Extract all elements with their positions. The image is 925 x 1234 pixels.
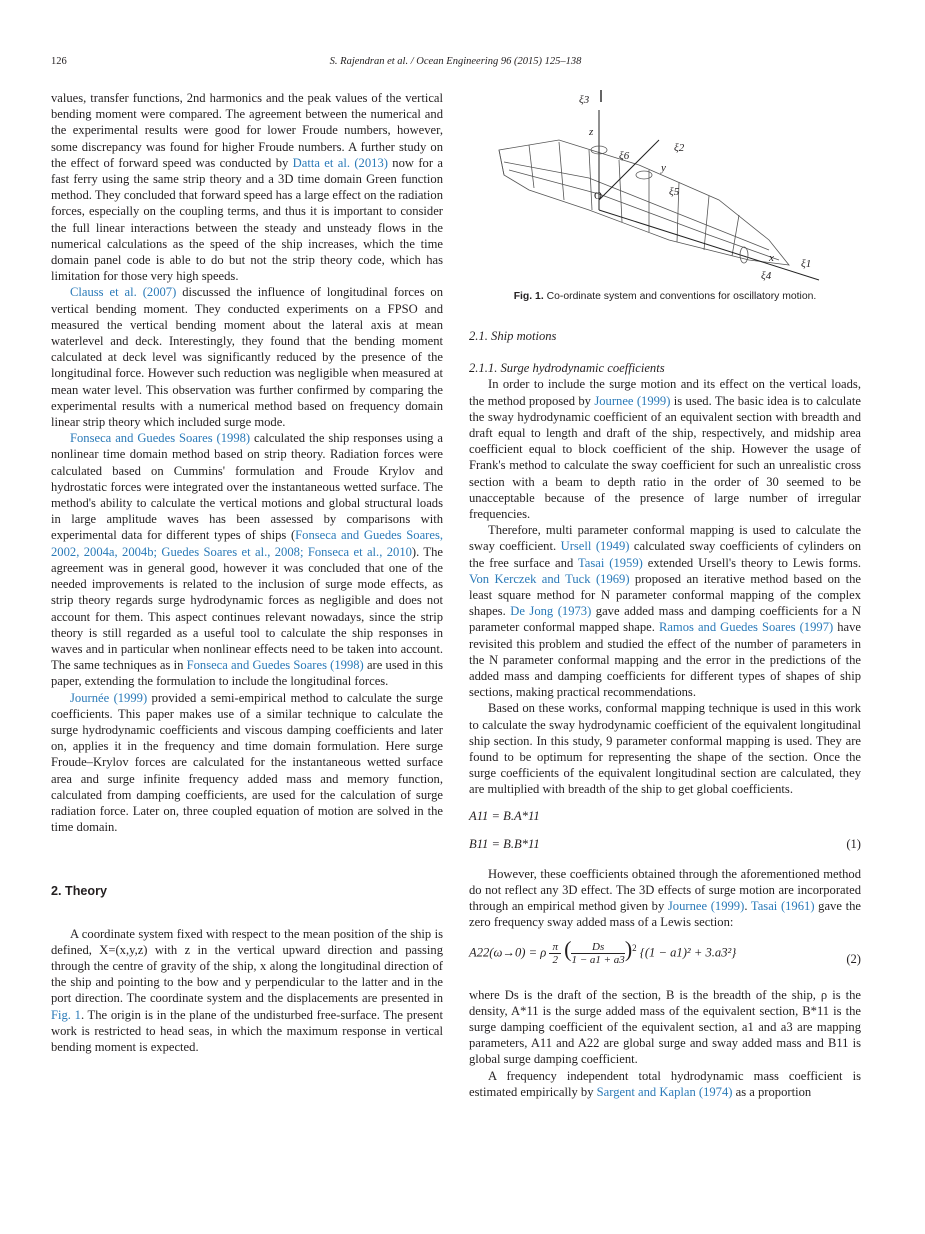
paragraph-1: values, transfer functions, 2nd harmonics and the peak values of the vertical bending moment were compared. The agreement between the numerical and the experimental results were good for lower Froude numbers, however, some discrepancy was found for higher Froude numbers. A further study on the effect of forward speed was conducted by Datta et al. (2013) now for a fast ferry using the same strip theory and a 3D time domain Green function method. They concluded that forward speed has a large effect on the radiation forces, especially on the coupling terms, and thus it is important to consider the full linear interactions between the steady and unsteady flows in the numerical calculations as the speed of the ship increases, which the time domain panel code is able to do but not the strip theory code, which has limitation for those very high speeds. <box>51 91 444 284</box>
equation-number: (1) <box>846 836 861 851</box>
citation-link[interactable]: Fonseca and Guedes Soares (1998) <box>70 431 251 446</box>
paragraph-7: Therefore, multi parameter conformal mapping is used to calculate the sway coefficient. Ursell (1949) calculated sway coefficients of cylinders on the free surface and Tasai (1959) extended Ursell's theory to Lewis forms. Von Kerczek and Tuck (1969) proposed an iterative method based on the least square method for N parameter conformal mapping of the complex shapes. De Jong (1973) gave added mass and damping coefficients for a N parameter conformal mapped shape. Ramos and Guedes Soares (1997) have revisited this problem and studied the effect of the number of parameters in the N parameter conformal mapping and the error in the predictions of the added mass and damping coefficients for different types of shapes of ship sections, making practical recommendations. <box>469 523 862 700</box>
citation-link[interactable]: Tasai (1961) <box>750 899 815 914</box>
page-header <box>51 56 860 72</box>
paragraph-5: A coordinate system fixed with respect to the mean position of the ship is defined, X=(x,y,z) with z in the vertical upward direction and passing through the centre of gravity of the ship, x along the longitudinal direction of the ship and pointing to the bow and y perpendicular to the latter and in the port direction. The coordinate system and the displacements are presented in Fig. 1. The origin is in the plane of the undisturbed free-surface. The present work is restricted to head seas, in which the maximum response in vertical bending moment is expected. <box>51 926 443 1054</box>
figure-link[interactable]: Fig. 1 <box>51 1007 81 1022</box>
paragraph-4: Journée (1999) provided a semi-empirical method to calculate the surge coefficients. This paper makes use of a similar technique to calculate the surge hydrodynamic coefficients and viscous damping coefficients and later on, applies it in the frequency and time domain formulation. Here surge Froude–Krylov forces are calculated for the instantaneous wetted surface area and surge infinite frequency added mass and memory function, calculated from damping coefficients, are used for the calculation of surge radiation force. Later on, three coupled equation of motion are solved in the time domain. <box>51 690 444 835</box>
paragraph-3: Fonseca and Guedes Soares (1998) calculated the ship responses using a nonlinear time domain method based on strip theory. Radiation forces were calculated based on Cummins' formulation and Froude Krylov and hydrostatic forces were integrated over the instantaneous wetted surface. The method's ability to calculate the vertical motions and global structural loads in large amplitude waves has been assessed by comparisons with experimental data for different types of ships (Fonseca and Guedes Soares, 2002, 2004a, 2004b; Guedes Soares et al., 2008; Fonseca et al., 2010). The agreement was in general good, however it was concluded that one of the needed improvements is related to the inclusion of surge mode effects, as strip theory regards surge hydrodynamic forces as negligible and does not account for them. This aspect continues relevant nowadays, since the strip theory is still regarded as a useful tool to calculate the ship responses in waves and in particular when nonlinear effects need to be taken into account. The same techniques as in Fonseca and Guedes Soares (1998) are used in this paper, extending the formulation to include the longitudinal forces. <box>51 431 444 689</box>
paragraph-9: However, these coefficients obtained through the aforementioned method do not reflect any 3D effect. The 3D effects of surge motion are incorporated through an empirical method given by Journee (1999). Tasai (1961) gave the zero frequency sway added mass of a Lewis section: <box>469 866 861 930</box>
subsection-heading: 2.1. Ship motions <box>469 329 557 343</box>
paragraph-8: Based on these works, conformal mapping technique is used in this work to calculate the sway hydrodynamic coefficient of the equivalent longitudinal ship section. In this study, 9 parameter conformal mapping is used. They are found to be optimum for representing the shape of the section. Once the surge coefficients of the equivalent longitudinal section are calculated, they are multiplied with breadth of the ship to get global coefficients. <box>469 701 861 797</box>
axis-label-x: x <box>769 252 774 264</box>
left-column <box>51 90 443 1055</box>
citation-link[interactable]: Journee (1999) <box>594 393 671 408</box>
equation-1-line-1: A11 = B.A*11 <box>469 808 540 823</box>
ship-coordinate-diagram <box>489 90 829 290</box>
equation-2: A22(ω→0) = ρ $\frac{\pi}{2}$ ( $\frac{Ds}{1 - a1 + a3}$ )$^2$ {(1 − a1)² + 3.a3²} (2) <box>469 935 861 966</box>
citation-link[interactable]: Ramos and Guedes Soares (1997) <box>658 620 834 635</box>
paragraph-11: A frequency independent total hydrodynamic mass coefficient is estimated empirically by Sargent and Kaplan (1974) as a proportion <box>469 1068 861 1099</box>
citation-link[interactable]: Ursell (1949) <box>560 539 630 554</box>
paragraph-2: Clauss et al. (2007) discussed the influence of longitudinal forces on vertical bending moment. They conducted experiments on a FPSO and measured the vertical bending moment about the lateral axis at mean waterlevel and deck. Interestingly, they found that the bending moment calculated at deck level was significantly reduced by the presence of the longitudinal force. However such reduction was negligible when measured at mean water level. This observation was further confirmed by comparing the experimental results with a numerical method based on frequency domain linear strip theory which included surge mode. <box>51 285 444 430</box>
axis-label-xi1: ξ1 <box>801 258 812 270</box>
axis-label-xi4: ξ4 <box>761 270 772 282</box>
axis-label-xi5: ξ5 <box>669 186 680 198</box>
axis-label-xi6: ξ6 <box>619 150 630 162</box>
citation-link[interactable]: Journée (1999) <box>70 690 148 705</box>
section-heading: 2. Theory <box>51 884 107 899</box>
figure-caption: Fig. 1. Co-ordinate system and conventions for oscillatory motion. <box>513 291 817 302</box>
paragraph-6: In order to include the surge motion and its effect on the vertical loads, the method proposed by Journee (1999) is used. The basic idea is to calculate the sway hydrodynamic coefficient of an equivalent section with breadth and draft equal to length and draft of the ship, respectively, and midship area coefficient equal to block coefficient of the ship. However the usage of Frank's method to calculate the sway coefficient for such an unrealistic cross section with a beam to depth ratio in the order of 30 seemed to be unacceptable because of the presence of large number of irregular frequencies. <box>469 377 861 522</box>
citation-link[interactable]: Fonseca and Guedes Soares (1998) <box>186 658 364 673</box>
citation-link[interactable]: Von Kerczek and Tuck (1969) <box>469 571 630 586</box>
axis-label-y: y <box>661 162 666 174</box>
axis-label-z: z <box>589 126 594 138</box>
equation-number: (2) <box>846 951 861 966</box>
figure-1 <box>469 90 861 290</box>
citation-link[interactable]: Tasai (1959) <box>577 555 643 570</box>
axis-label-xi3: ξ3 <box>579 94 590 106</box>
citation-link[interactable]: Journee (1999) <box>667 899 745 914</box>
citation-link[interactable]: Datta et al. (2013) <box>292 155 388 170</box>
paragraph-10: where Ds is the draft of the section, B is the breadth of the ship, ρ is the density, A*11 is the surge added mass of the equivalent section, B*11 is the surge damping coefficient of the equivalent section, a1 and a3 are mapping parameters, A11 and A22 are global surge and sway added mass and B11 is global surge damping coefficient. <box>469 987 861 1067</box>
running-title: S. Rajendran et al. / Ocean Engineering 96 (2015) 125–138 <box>329 56 582 67</box>
citation-link[interactable]: Fonseca and Guedes Soares, 2002, 2004a, 2004b; Guedes Soares et al., 2008; Fonseca et al., 2010 <box>51 528 443 559</box>
right-column <box>469 90 861 1100</box>
citation-link[interactable]: Sargent and Kaplan (1974) <box>596 1084 733 1099</box>
page-number: 126 <box>51 56 67 67</box>
axis-label-xi2: ξ2 <box>674 142 685 154</box>
equation-1-line-2: B11 = B.B*11 (1) <box>469 836 861 851</box>
axis-label-origin: O <box>594 190 602 202</box>
subsubsection-heading: 2.1.1. Surge hydrodynamic coefficients <box>469 361 665 376</box>
citation-link[interactable]: De Jong (1973) <box>510 604 592 619</box>
citation-link[interactable]: Clauss et al. (2007) <box>70 285 177 300</box>
